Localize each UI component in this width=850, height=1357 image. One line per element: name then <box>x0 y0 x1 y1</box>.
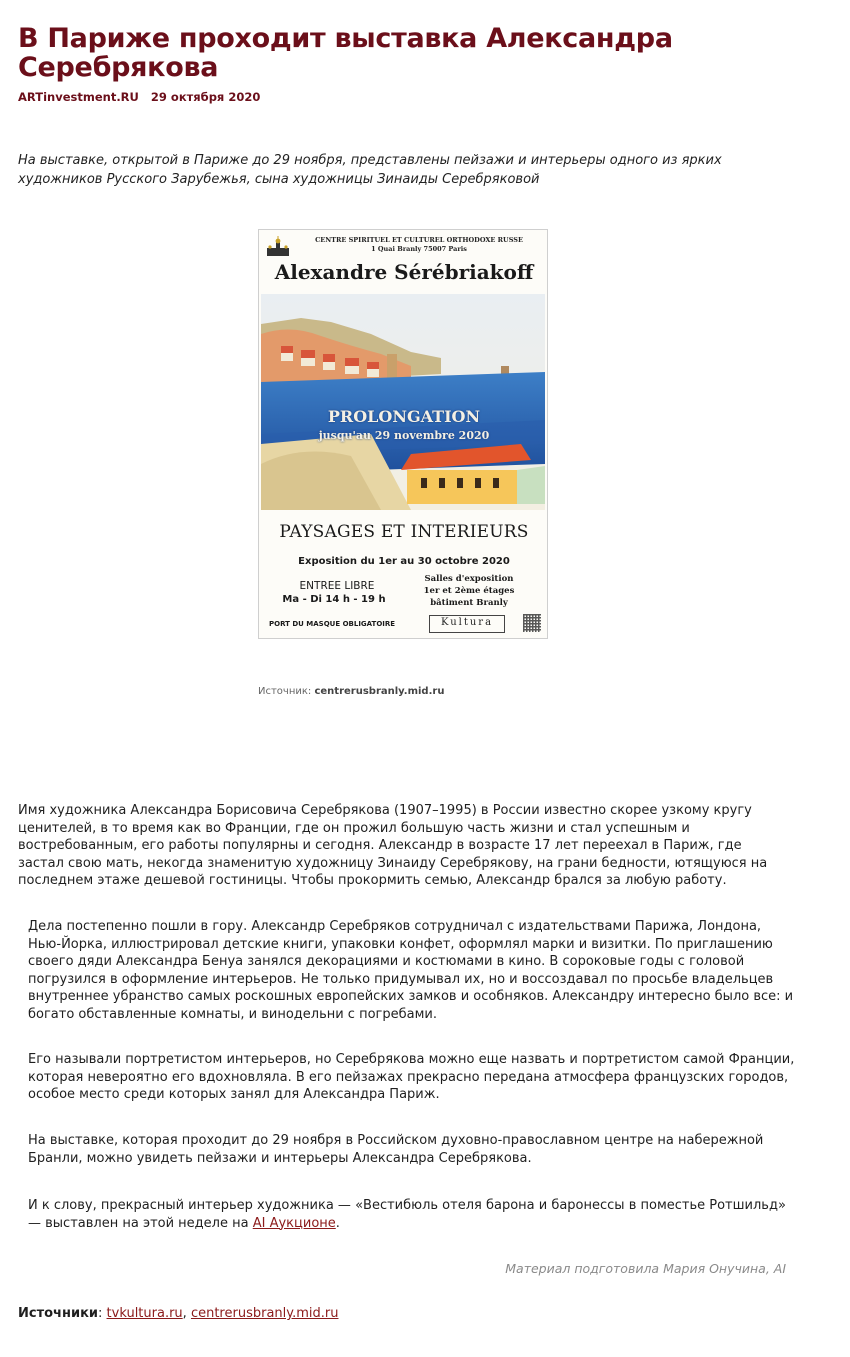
poster-exposition-dates: Exposition du 1er au 30 octobre 2020 <box>298 556 510 567</box>
article-credit: Материал подготовила Мария Онучина, AI <box>505 1261 786 1276</box>
paragraph-4: На выставке, которая проходит до 29 ноября в Российском духовно-православном центре на набережной Бранли, можно увидеть пейзажи и интерьеры Александра Серебрякова. <box>28 1133 764 1166</box>
seascape-painting <box>261 294 545 510</box>
article-date: 29 октября 2020 <box>150 90 261 104</box>
poster-hours: Ma - Di 14 h - 19 h <box>282 594 386 605</box>
qr-code-icon <box>523 614 541 632</box>
article-title: В Париже проходит выставка Александра Серебрякова <box>18 23 673 83</box>
poster-salles: Salles d'exposition 1er et 2ème étages bâtiment Branly <box>423 574 515 608</box>
article-meta <box>18 90 260 104</box>
source-link-centrerusbranly[interactable]: centrerusbranly.mid.ru <box>190 1306 339 1321</box>
poster-artist: Alexandre Sérébriakoff <box>274 260 534 284</box>
image-caption-source: centrerusbranly.mid.ru <box>314 686 445 697</box>
ai-auction-link[interactable]: AI Аукционе <box>252 1215 336 1231</box>
poster-mask-notice: PORT DU MASQUE OBLIGATOIRE <box>269 620 396 628</box>
poster-organizer: CENTRE SPIRITUEL ET CULTUREL ORTHODOXE RUSSE 1 Quai Branly 75007 Paris <box>315 236 523 253</box>
image-caption-label: Источник: <box>258 686 312 697</box>
poster-entree: ENTREE LIBRE <box>299 580 375 592</box>
article-source: ARTinvestment.RU <box>18 90 139 104</box>
paragraph-3: Его называли портретистом интерьеров, но Серебрякова можно еще назвать и портретистом самой Франции, которая невероятно его вдохновляла. В его пейзажах прекрасно передана атмосфера французских городов, особое место среди которых занял для Александра Париж. <box>28 1052 795 1102</box>
paragraph-5: И к слову, прекрасный интерьер художника — «Вестибюль отеля барона и баронессы в поместье Ротшильд» — выставлен на этой неделе на AI Аукционе. <box>28 1198 786 1231</box>
poster-subtitle: PAYSAGES ET INTERIEURS <box>279 522 529 542</box>
exhibition-poster-image <box>258 229 548 639</box>
paragraph-2: Дела постепенно пошли в гору. Александр Серебряков сотрудничал с издательствами Парижа, Лондона, Нью-Йорка, иллюстрировал детские книги, упаковки конфет, оформлял марки и визитки. По приглашению своего дяди Александра Бенуа занялся декорациями и костюмами в кино. В сороковые годы с головой погрузился в оформление интерьеров. Не только придумывал их, но и воссоздавал по просьбе владельцев внутреннее убранство самых роскошных европейских замков и особняков. Александру интересно было все: и богато обставленные комнаты, и винодельни с погребами. <box>28 919 794 1022</box>
image-caption <box>258 686 444 697</box>
poster-until: jusqu'au 29 novembre 2020 <box>318 429 490 442</box>
sources-line: Источники: tvkultura.ru, centrerusbranly.mid.ru <box>18 1306 339 1321</box>
paragraph-1: Имя художника Александра Борисовича Серебрякова (1907–1995) в России известно скорее узкому кругу ценителей, в то время как во Франции, где он прожил большую часть жизни и стал успешным и востребованным, его работы популярны и сегодня. Александр в возрасте 17 лет переехал в Париж, где застал свою мать, некогда знаменитую художницу Зинаиду Серебрякову, на грани бедности, ютящуюся на последнем этаже дешевой гостиницы. Чтобы прокормить семью, Александр брался за любую работу. <box>18 803 768 888</box>
article-lead: На выставке, открытой в Париже до 29 ноября, представлены пейзажи и интерьеры одного из ярких художников Русского Зарубежья, сына художницы Зинаиды Серебряковой <box>18 153 722 187</box>
sources-label: Источники <box>18 1306 98 1321</box>
poster-prolongation: PROLONGATION <box>327 407 481 426</box>
source-link-tvkultura[interactable]: tvkultura.ru <box>106 1306 183 1321</box>
kultura-logo: Kultura <box>429 615 505 633</box>
church-icon <box>265 236 291 256</box>
